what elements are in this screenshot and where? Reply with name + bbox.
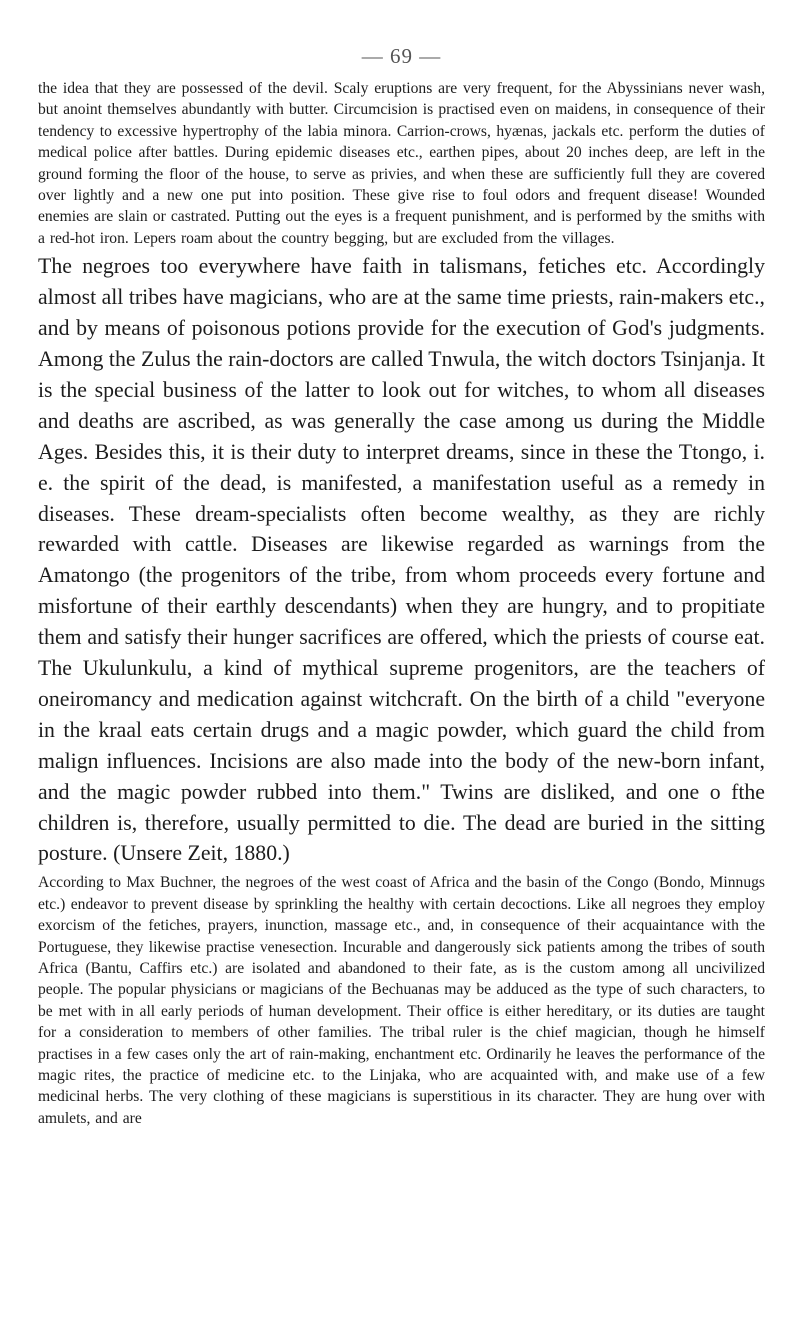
book-page [38, 0, 765, 1339]
paragraph-negro-magicians: The negroes too everywhere have faith in talismans, fetiches etc. Accordingly almost all tribes have magicians, who are at the same time priests, rain-makers etc., and by means of poisonous potions provide for the execution of God's judgments. Among the Zulus the rain-doctors are called Tnwula, the witch doctors Tsinjanja. It is the special business of the latter to look out for witches, to whom all diseases and deaths are ascribed, as was generally the case among us during the Middle Ages. Besides this, it is their duty to interpret dreams, since in these the Ttongo, i. e. the spirit of the dead, is manifested, a manifestation useful as a remedy in diseases. These dream-specialists often become wealthy, as they are richly rewarded with cattle. Diseases are likewise regarded as warnings from the Amatongo (the progenitors of the tribe, from whom proceeds every fortune and misfortune of their earthly descendants) when they are hungry, and to propitiate them and satisfy their hunger sacrifices are offered, which the priests of course eat. The Ukulunkulu, a kind of mythical supreme progenitors, are the teachers of oneiromancy and medication against witchcraft. On the birth of a child "everyone in the kraal eats certain drugs and a magic powder, which guard the child from malign influences. Incisions are also made into the body of the new-born infant, and the magic powder rubbed into them." Twins are disliked, and one o fthe children is, therefore, usually permitted to die. The dead are buried in the sitting posture. (Unsere Zeit, 1880.) [38, 254, 765, 866]
paragraph-abyssinian-customs: the idea that they are possessed of the devil. Scaly eruptions are very frequent, for the Abyssinians never wash, but anoint themselves abundantly with butter. Circumcision is practised even on maidens, in consequence of their tendency to excessive hypertrophy of the labia minora. Carrion-crows, hyænas, jackals etc. perform the duties of medical police after battles. During epidemic diseases etc., earthen pipes, about 20 inches deep, are left in the ground forming the floor of the house, to serve as privies, and when these are sufficiently full they are covered over lightly and a new one put into position. These give rise to foul odors and frequent disease! Wounded enemies are slain or castrated. Putting out the eyes is a frequent punishment, and is performed by the smiths with a red-hot iron. Lepers roam about the country begging, but are excluded from the villages. [38, 80, 765, 247]
page-number: — 69 — [361, 44, 442, 68]
paragraph-buchner-account: According to Max Buchner, the negroes of the west coast of Africa and the basin of the Congo (Bondo, Minnugs etc.) endeavor to prevent disease by sprinkling the healthy with certain decoctions. Like all negroes they employ exorcism of the fetiches, prayers, inunction, massage etc., and, in consequence of their acquaintance with the Portuguese, they likewise practise venesection. Incurable and dangerously sick patients among the tribes of south Africa (Bantu, Caffirs etc.) are isolated and abandoned to their fate, as is the custom among all uncivilized people. The popular physicians or magicians of the Bechuanas may be adduced as the type of such characters, to be met with in all early periods of human development. Their office is either hereditary, or its duties are taught for a consideration to members of other families. The tribal ruler is the chief magician, though he himself practises in a few cases only the art of rain-making, enchantment etc. Ordinarily he leaves the performance of the magic rites, the practice of medicine etc. to the Linjaka, who are acquainted with, and make use of a few medicinal herbs. The very clothing of these magicians is superstitious in its character. They are hung over with amulets, and are [38, 874, 765, 1127]
